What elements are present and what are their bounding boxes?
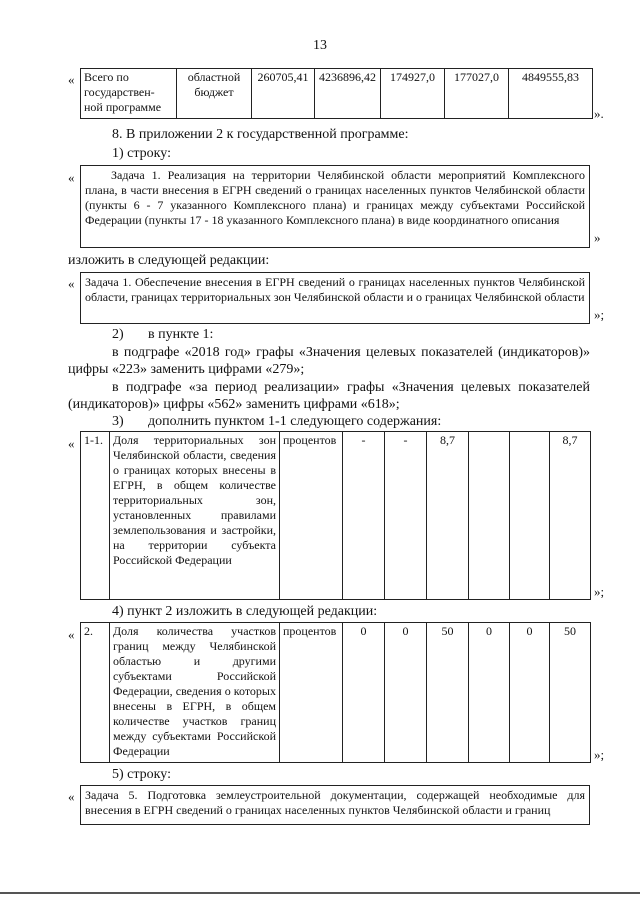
row-1-1-value <box>469 432 510 600</box>
row-2-value: 0 <box>510 623 550 763</box>
row-1-1-value: - <box>385 432 427 600</box>
total-value-cell: 177027,0 <box>445 69 509 119</box>
restate-text: изложить в следующей редакции: <box>68 253 270 268</box>
row-2-value: 50 <box>550 623 591 763</box>
quote-open: « <box>68 170 75 185</box>
row-1-1-value: - <box>343 432 385 600</box>
row-1-1-value: 8,7 <box>550 432 591 600</box>
task1-old-box: Задача 1. Реализация на территории Челябинской области мероприятий Комплексного плана, в части внесения в ЕГРН сведений о границах населенных пунктов Челябинской области (пункты 6 - 7 указанного Комплексного плана) и границах между субъектами Российской Федерации (пункты 17 - 18 указанного Комплексного плана) в виде координатного описания <box>80 165 590 248</box>
row-2-unit: процентов <box>280 623 343 763</box>
row-1-1-number: 1-1. <box>81 432 110 600</box>
row-2-value: 50 <box>427 623 469 763</box>
quote-close: »; <box>594 584 605 599</box>
item-2-text: в пункте 1: <box>148 327 214 342</box>
row-1-1-value <box>510 432 550 600</box>
total-value-cell: 260705,41 <box>252 69 315 119</box>
quote-close: »; <box>594 747 605 762</box>
total-budget: областной бюджет <box>177 69 252 119</box>
row-2-value: 0 <box>343 623 385 763</box>
row-1-1-unit: процентов <box>280 432 343 600</box>
para-2018: в подграфе «2018 год» графы «Значения целевых показателей (индикаторов)» цифры «223» заменить цифрами «279»; <box>68 345 590 377</box>
item-3-text: дополнить пунктом 1-1 следующего содержания: <box>148 414 442 429</box>
row-2-number: 2. <box>81 623 110 763</box>
quote-open: « <box>68 436 75 451</box>
total-value-cell: 4849555,83 <box>509 69 593 119</box>
item-2-number: 2) <box>112 327 124 342</box>
task5-box: Задача 5. Подготовка землеустроительной документации, содержащей необходимые для внесения в ЕГРН сведений о границах населенных пунктов Челябинской области и границ <box>80 785 590 825</box>
row-2-text: Доля количества участков границ между Челябинской областью и другими субъектами Российской Федерации, сведения о которых внесены в ЕГРН, в общем количестве участков границ между субъектами Российской Федерации <box>110 623 280 763</box>
item-1-text: 1) строку: <box>112 146 171 161</box>
item-5-text: 5) строку: <box>112 767 171 782</box>
row-1-1-value: 8,7 <box>427 432 469 600</box>
row-2-value: 0 <box>469 623 510 763</box>
quote-open: « <box>68 72 75 87</box>
row-2-table <box>80 622 591 763</box>
para-period: в подграфе «за период реализации» графы «Значения целевых показателей (индикаторов)» цифры «562» заменить цифрами «618»; <box>68 380 590 412</box>
item-3-number: 3) <box>112 414 124 429</box>
total-label: Всего по государствен-ной программе <box>81 69 177 119</box>
item-4-text: 4) пункт 2 изложить в следующей редакции: <box>112 604 378 619</box>
total-table <box>80 68 593 119</box>
quote-close: »; <box>594 307 605 322</box>
section-8-heading: 8. В приложении 2 к государственной программе: <box>112 127 409 142</box>
row-1-1-table <box>80 431 591 600</box>
quote-close: ». <box>594 106 604 121</box>
quote-close: » <box>594 230 601 245</box>
row-1-1-text: Доля территориальных зон Челябинской области, сведения о границах которых внесены в ЕГРН, в общем количестве территориальных зон, установленных правилами землепользования и застройки, на территории субъекта Российской Федерации <box>110 432 280 600</box>
total-value-cell: 4236896,42 <box>315 69 381 119</box>
quote-open: « <box>68 789 75 804</box>
task1-new-box: Задача 1. Обеспечение внесения в ЕГРН сведений о границах населенных пунктов Челябинской области, границах территориальных зон Челябинской области и о границах Челябинской области <box>80 272 590 324</box>
quote-open: « <box>68 627 75 642</box>
quote-open: « <box>68 276 75 291</box>
page-bottom-divider <box>0 892 640 894</box>
row-2-value: 0 <box>385 623 427 763</box>
page-number: 13 <box>313 38 327 53</box>
total-value-cell: 174927,0 <box>381 69 445 119</box>
